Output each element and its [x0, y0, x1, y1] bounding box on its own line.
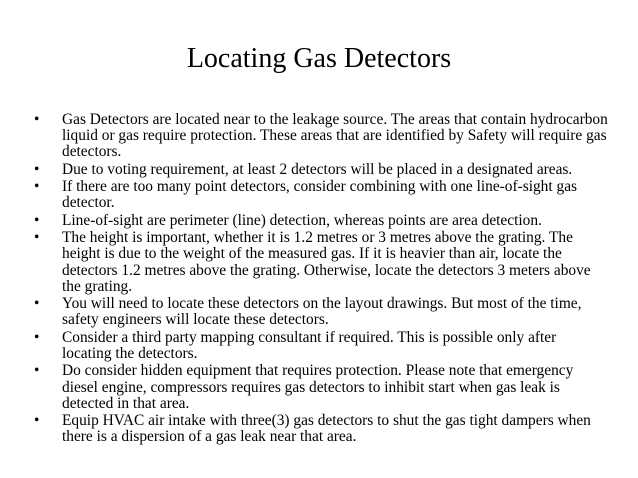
bullet-text: Consider a third party mapping consultant if required. This is possible only after locating the detectors. [62, 328, 557, 362]
bullet-text: If there are too many point detectors, consider combining with one line-of-sight gas detector. [62, 178, 578, 212]
bullet-text: Equip HVAC air intake with three(3) gas detectors to shut the gas tight dampers when there is a dispersion of a gas leak near that area. [62, 412, 591, 446]
bullet-item [34, 363, 609, 412]
bullet-symbol: • [34, 178, 40, 196]
bullet-item [34, 296, 609, 328]
bullet-list [34, 112, 609, 447]
bullet-text: Gas Detectors are located near to the leakage source. The areas that contain hydrocarbon liquid or gas require protection. These areas that are identified by Safety will require gas detectors. [62, 111, 608, 161]
slide-title: Locating Gas Detectors [186, 43, 452, 74]
bullet-symbol: • [34, 295, 40, 313]
bullet-text: The height is important, whether it is 1.2 metres or 3 metres above the grating. The height is due to the weight of the measured gas. If it is heavier than air, locate the detectors 1.2 metres above the grating. Otherwise, locate the detectors 3 meters above the grating. [62, 229, 591, 295]
bullet-item [34, 230, 609, 295]
bullet-item [34, 162, 609, 178]
bullet-item [34, 213, 609, 229]
bullet-text: Line-of-sight are perimeter (line) detection, whereas points are area detection. [62, 211, 542, 229]
bullet-item [34, 330, 609, 362]
bullet-symbol: • [34, 160, 40, 178]
bullet-symbol: • [34, 211, 40, 229]
bullet-symbol: • [34, 229, 40, 247]
bullet-text: Due to voting requirement, at least 2 detectors will be placed in a designated areas. [62, 160, 573, 178]
bullet-item [34, 413, 609, 445]
bullet-item [34, 179, 609, 211]
bullet-symbol: • [34, 362, 40, 380]
bullet-text: You will need to locate these detectors on the layout drawings. But most of the time, safety engineers will locate these detectors. [62, 295, 582, 329]
bullet-symbol: • [34, 412, 40, 430]
bullet-text: Do consider hidden equipment that requires protection. Please note that emergency diesel engine, compressors requires gas detectors to inhibit start when gas leak is detected in that area. [62, 362, 574, 412]
bullet-item [34, 112, 609, 161]
bullet-symbol: • [34, 111, 40, 128]
bullet-symbol: • [34, 328, 40, 346]
